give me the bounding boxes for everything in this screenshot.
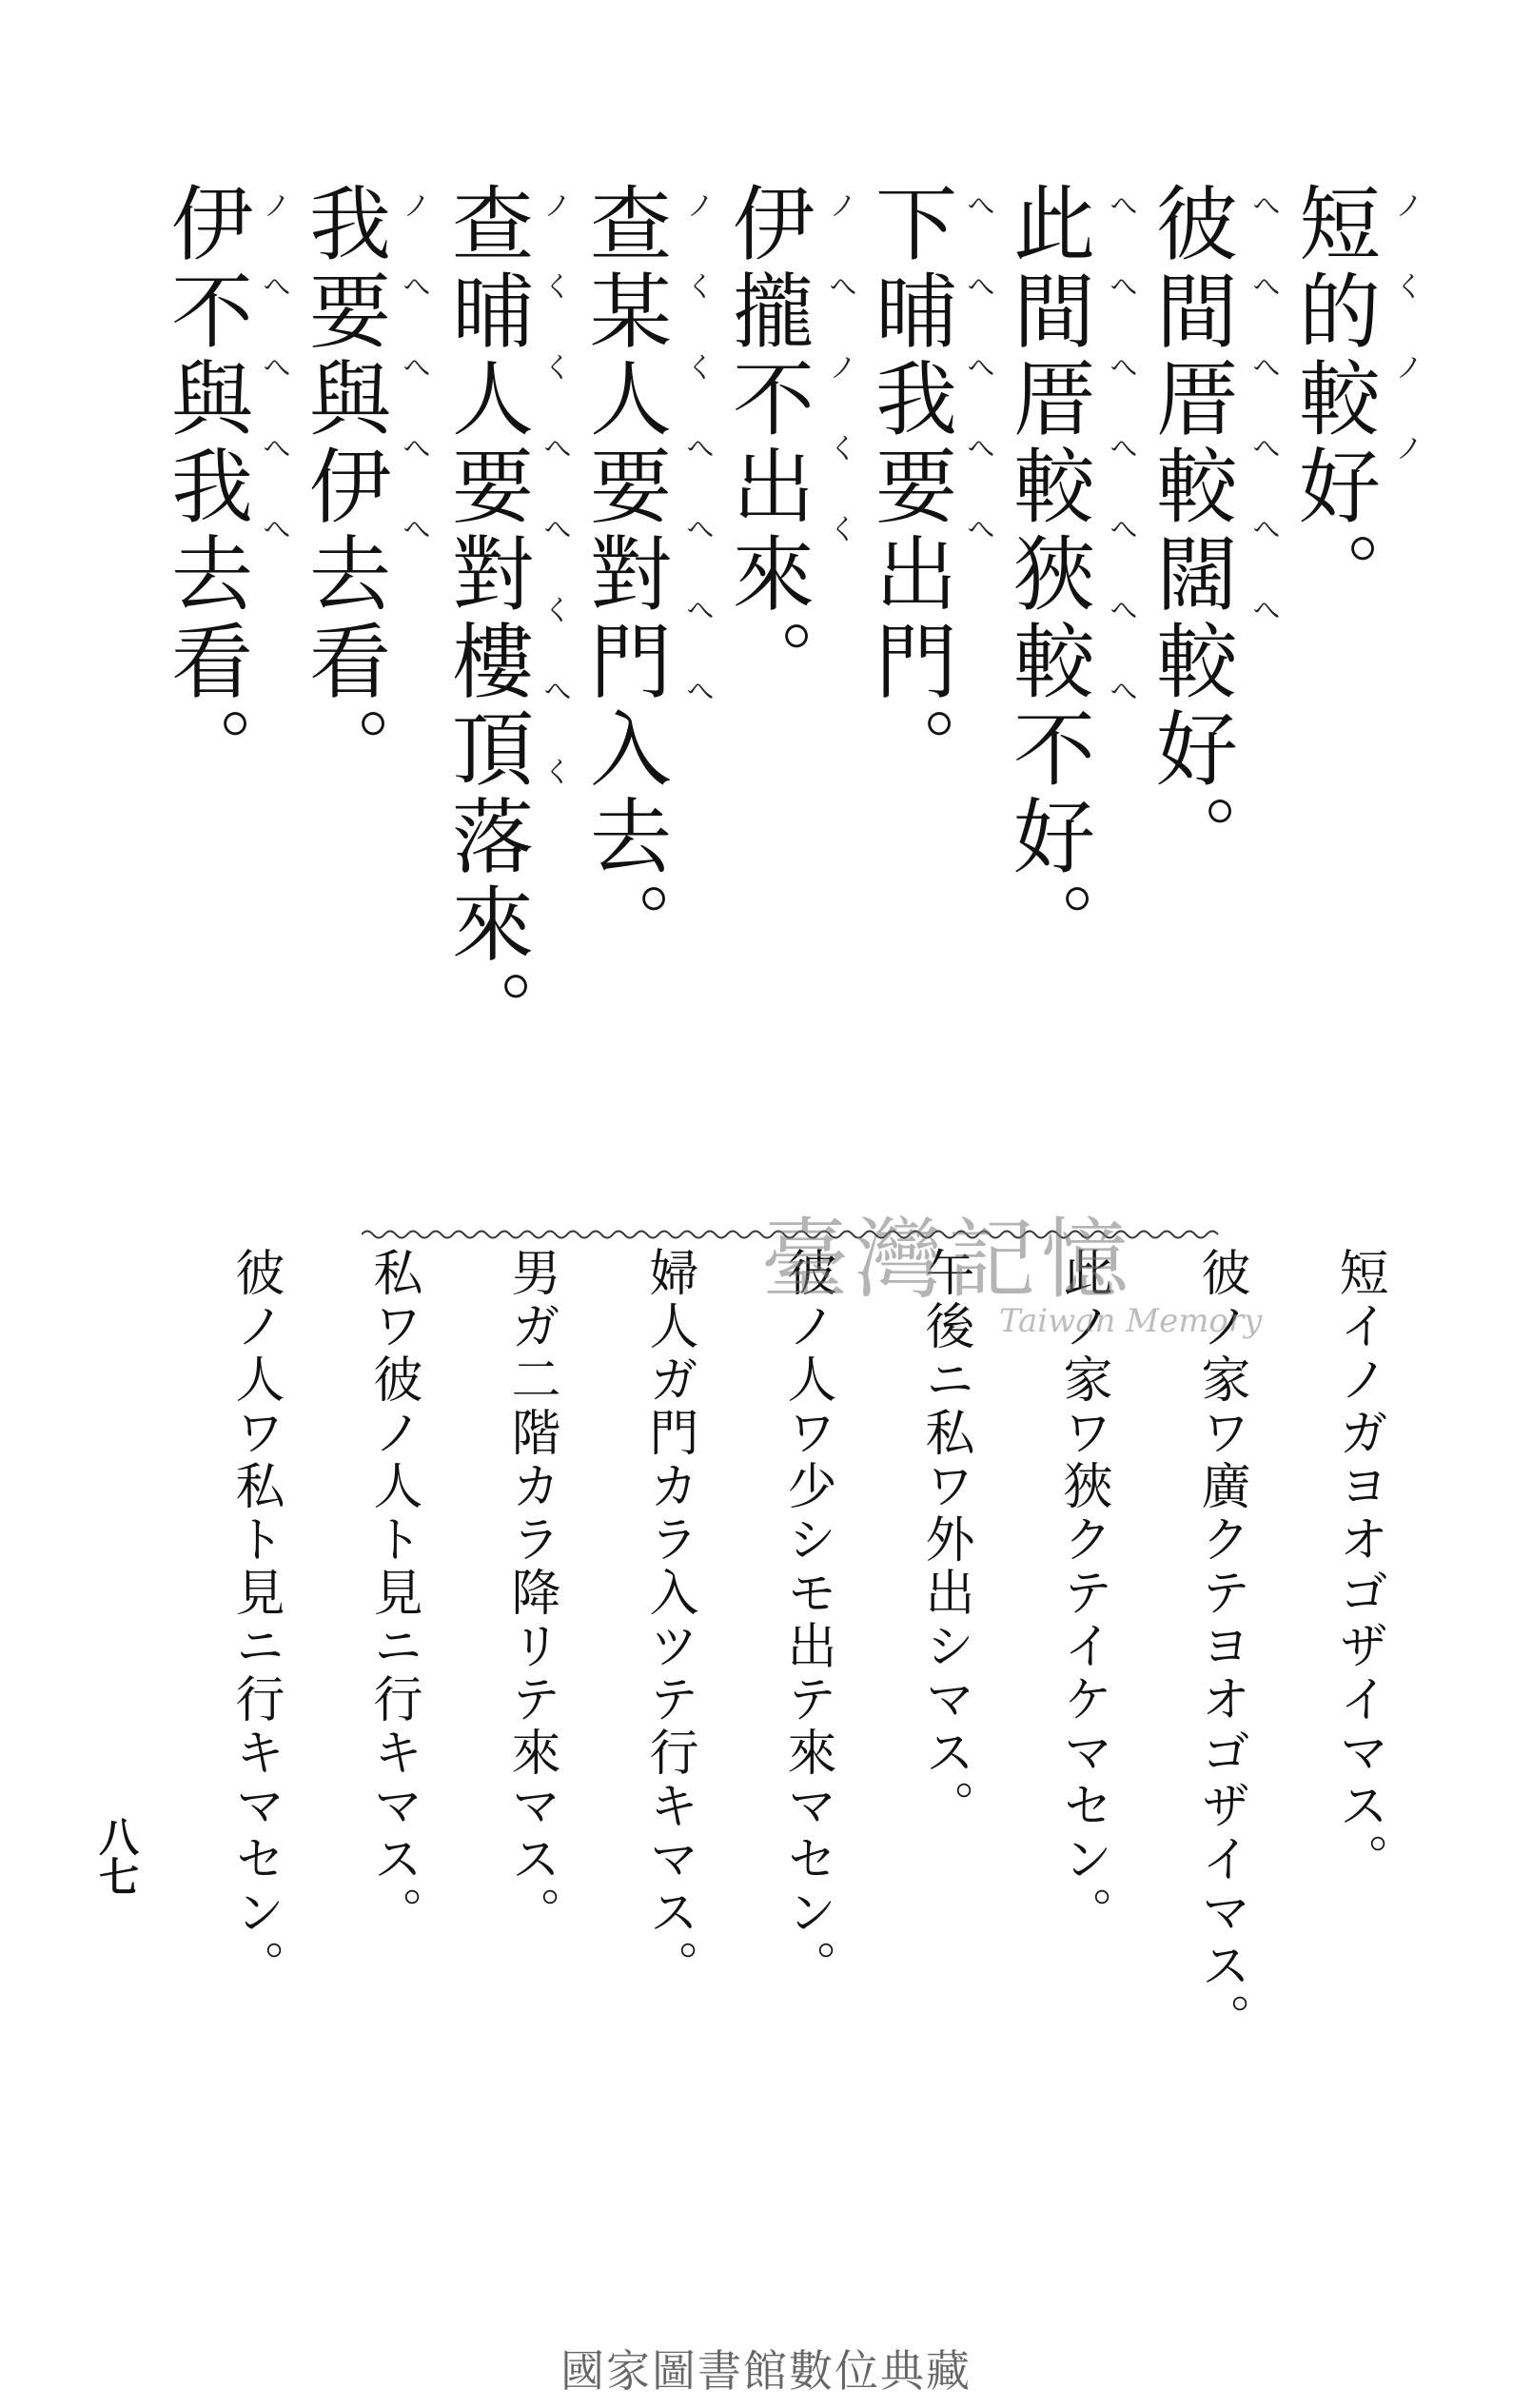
lower-sentence-3: 此ノ家ワ狹クテイケマセン。: [1054, 1247, 1111, 1940]
upper-sentence-2: 彼間厝較闊較好。: [1142, 181, 1237, 881]
upper-sentence-5: 伊攏不出來。: [718, 181, 814, 706]
watermark-subtitle: Taiwan Memory: [999, 1302, 1263, 1340]
upper-sentence-8: 我要與伊去看。: [295, 181, 390, 794]
lower-sentence-7: 男ガ二階カラ降リテ來マス。: [502, 1247, 560, 1940]
lower-sentence-6: 婦人ガ門カラ入ツテ行キマス。: [640, 1247, 697, 1993]
lower-sentence-2: 彼ノ家ワ廣クテヨオゴザイマス。: [1192, 1247, 1249, 2046]
footer-credit: 國家圖書館數位典藏: [560, 2345, 972, 2397]
upper-sentence-4: 下晡我要出門。: [861, 181, 956, 794]
upper-gloss-9: ノへへへへ: [257, 190, 290, 595]
upper-sentence-6: 查某人要對門入去。: [576, 181, 671, 969]
lower-sentence-9: 彼ノ人ワ私ト見ニ行キマセン。: [226, 1247, 284, 1993]
upper-gloss-1: ノくノノ: [1389, 190, 1423, 514]
upper-gloss-3: へへへへへへへ: [1104, 190, 1137, 757]
upper-gloss-4: へへへへへ: [961, 190, 994, 595]
lower-sentence-4: 午後ニ私ワ外出シマス。: [916, 1247, 973, 1833]
upper-sentence-7: 查晡人要對樓頂落來。: [438, 181, 533, 1056]
page-number: 八七: [93, 1816, 140, 1896]
lower-sentence-1: 短イノガヨオゴザイマス。: [1330, 1247, 1387, 1886]
upper-gloss-8: ノへへへへ: [397, 190, 430, 595]
upper-gloss-2: へへへへへへ: [1247, 190, 1280, 676]
lower-sentence-8: 私ワ彼ノ人ト見ニ行キマス。: [364, 1247, 422, 1940]
watermark: [761, 1190, 1275, 1361]
upper-gloss-6: ノくくへへへへ: [680, 190, 714, 757]
lower-sentence-5: 彼ノ人ワ少シモ出テ來マセン。: [778, 1247, 835, 1993]
watermark-title: 臺灣記憶: [761, 1209, 1135, 1311]
upper-sentence-1: 短的較好。: [1285, 181, 1380, 619]
upper-sentence-3: 此間厝較狹較不好。: [999, 181, 1094, 969]
upper-sentence-9: 伊不與我去看。: [157, 181, 252, 794]
upper-gloss-5: ノへノくく: [823, 190, 856, 595]
upper-gloss-7: ノくくへへくへく: [538, 190, 571, 838]
